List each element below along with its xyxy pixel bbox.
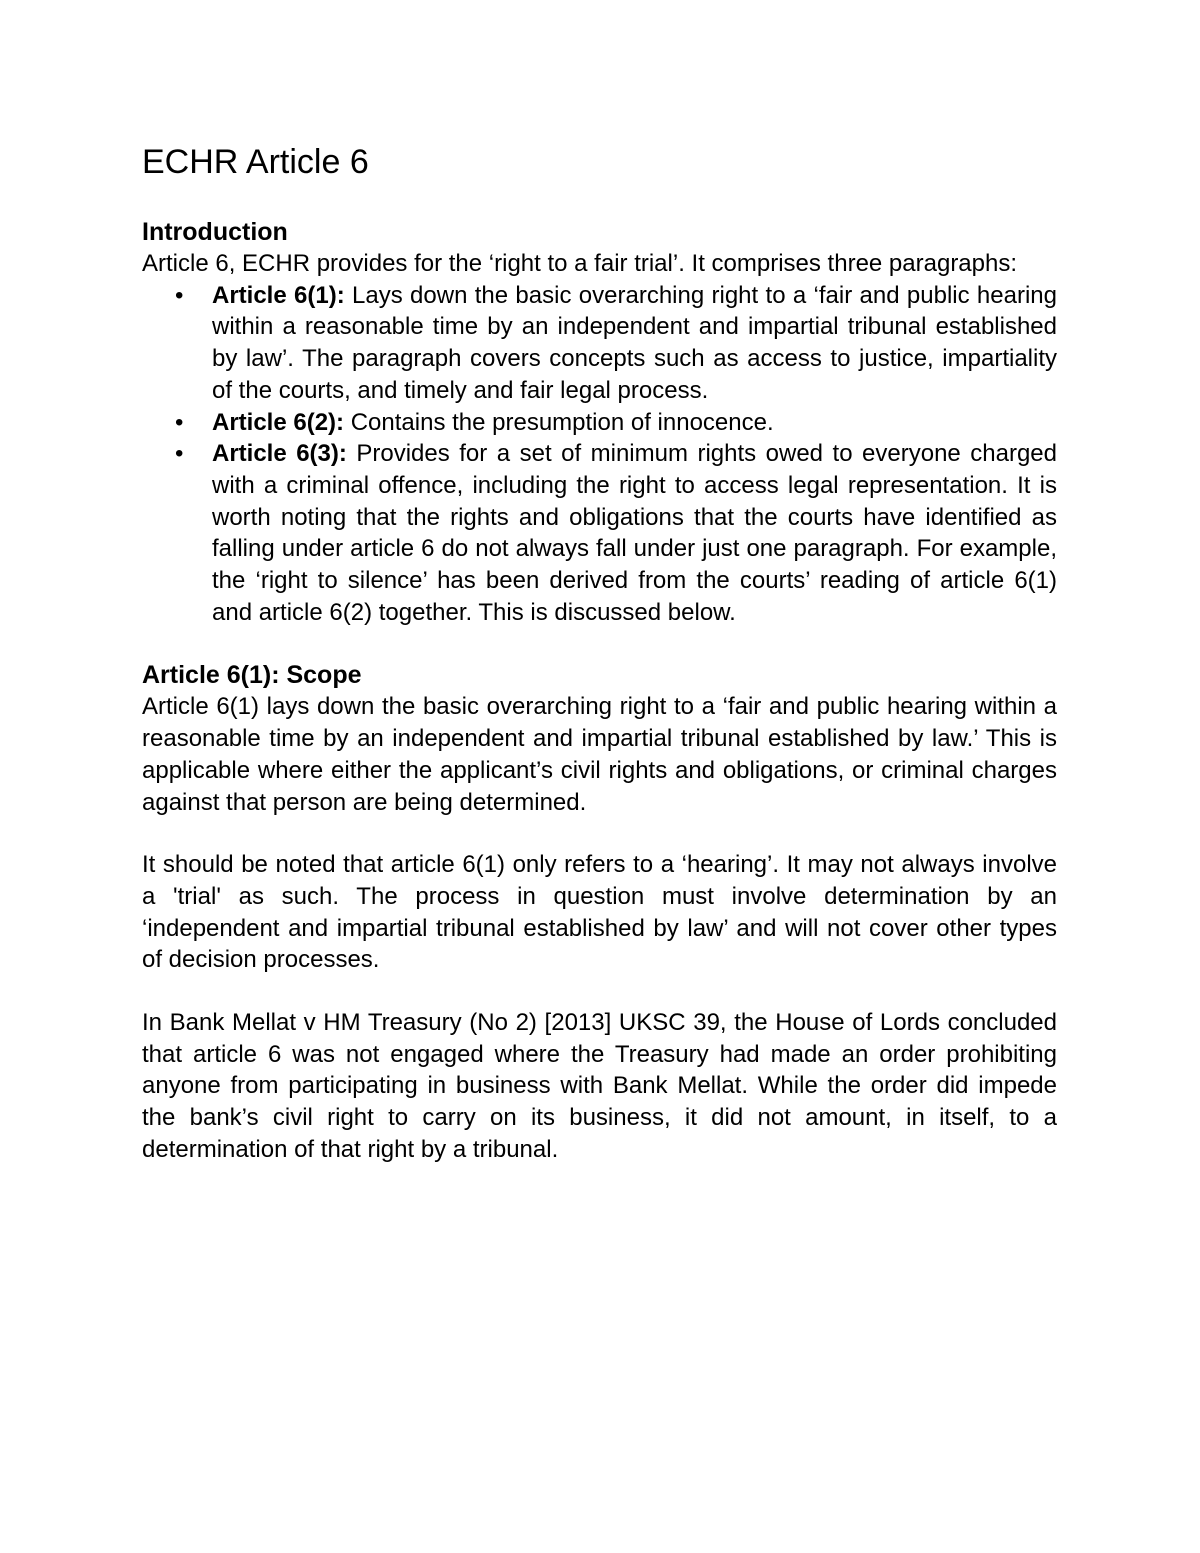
bullet-icon: • [175, 408, 184, 436]
document-page [142, 140, 1057, 1166]
scope-paragraph-3: In Bank Mellat v HM Treasury (No 2) [2013] UKSC 39, the House of Lords concluded that article 6 was not engaged where the Treasury had made an order prohibiting anyone from participating in business with Bank Mellat. While the order did impede the bank’s civil right to carry on its business, it did not amount, in itself, to a determination of that right by a tribunal. [142, 1009, 1057, 1163]
article-paragraphs-list [142, 280, 1057, 629]
list-item-text: Contains the presumption of innocence. [344, 408, 774, 436]
list-item-label: Article 6(3): [212, 440, 347, 468]
scope-paragraph-1: Article 6(1) lays down the basic overarching right to a ‘fair and public hearing within a reasonable time by an independent and impartial tribunal established by law.’ This is applicable where either the applicant’s civil rights and obligations, or criminal charges against that person are being determined. [142, 693, 1057, 816]
introduction-heading: Introduction [142, 218, 288, 246]
scope-paragraph-2: It should be noted that article 6(1) only refers to a ‘hearing’. It may not always involve a 'trial' as such. The process in question must involve determination by an ‘independent and impartial tribunal established by law’ and will not cover other types of decision processes. [142, 851, 1057, 974]
list-item-article-6-2 [142, 407, 1057, 439]
list-item-article-6-1 [142, 280, 1057, 407]
list-item-label: Article 6(2): [212, 408, 345, 436]
list-item-label: Article 6(1): [212, 281, 345, 309]
scope-heading: Article 6(1): Scope [142, 661, 362, 690]
list-item-text: Provides for a set of minimum rights owed to everyone charged with a criminal offence, including the right to access legal representation. It is worth noting that the rights and obligations that the courts have identified as falling under article 6 do not always fall under just one paragraph. For example, the ‘right to silence’ has been derived from the courts’ reading of article 6(1) and article 6(2) together. This is discussed below. [212, 440, 1057, 626]
list-item-article-6-3 [142, 438, 1057, 628]
document-title: ECHR Article 6 [142, 143, 369, 181]
bullet-icon: • [175, 281, 184, 309]
list-item-text: Lays down the basic overarching right to a ‘fair and public hearing within a reasonable time by an independent and impartial tribunal established by law’. The paragraph covers concepts such as access to justice, impartiality of the courts, and timely and fair legal process. [212, 281, 1057, 404]
introduction-paragraph: Article 6, ECHR provides for the ‘right to a fair trial’. It comprises three paragraphs: [142, 250, 1018, 277]
bullet-icon: • [175, 440, 184, 468]
